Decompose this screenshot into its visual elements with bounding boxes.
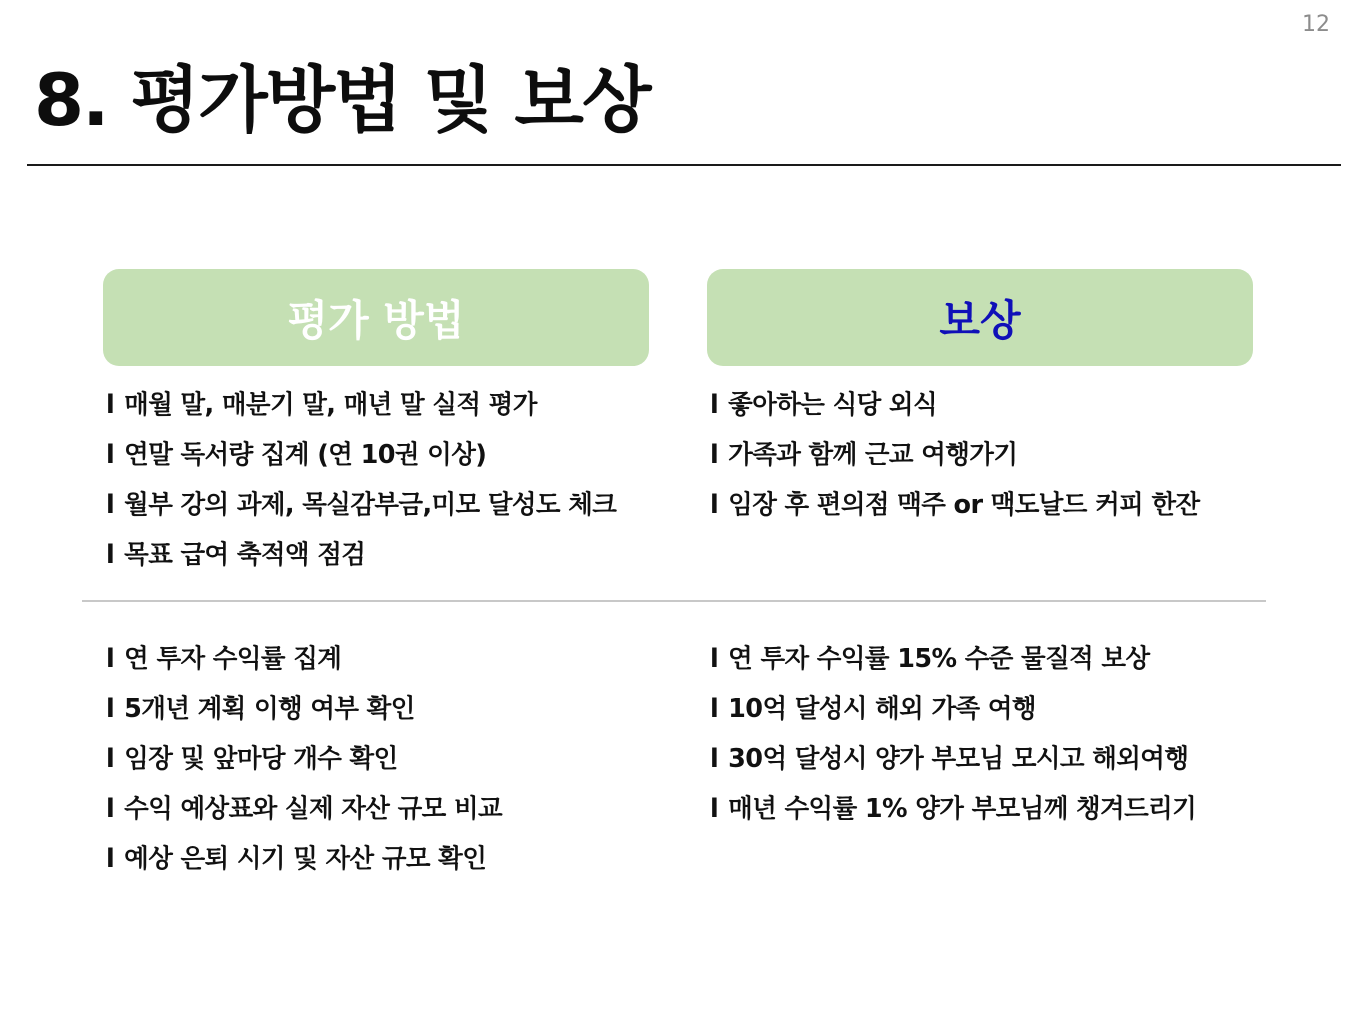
list-item <box>710 784 1196 834</box>
reward-header: 보상 <box>707 269 1253 366</box>
list-item <box>106 734 502 784</box>
bullet-marker: l <box>710 794 719 824</box>
bullet-marker: l <box>710 694 719 724</box>
evaluation-list-top <box>106 380 616 580</box>
bullet-marker: l <box>106 390 115 420</box>
bullet-marker: l <box>710 390 719 420</box>
bullet-marker: l <box>106 844 115 874</box>
list-item-text: 목표 급여 축적액 점검 <box>124 540 366 570</box>
bullet-marker: l <box>710 744 719 774</box>
evaluation-list-bottom <box>106 634 502 884</box>
bullet-marker: l <box>106 490 115 520</box>
bullet-marker: l <box>106 794 115 824</box>
list-item-text: 월부 강의 과제, 목실감부금,미모 달성도 체크 <box>124 490 617 520</box>
list-item-text: 5개년 계획 이행 여부 확인 <box>124 694 415 724</box>
list-item-text: 연 투자 수익률 집계 <box>124 644 342 674</box>
list-item <box>106 430 616 480</box>
bullet-marker: l <box>106 440 115 470</box>
list-item <box>710 380 1200 430</box>
list-item <box>710 430 1200 480</box>
list-item-text: 연 투자 수익률 15% 수준 물질적 보상 <box>728 644 1150 674</box>
list-item <box>106 684 502 734</box>
list-item-text: 예상 은퇴 시기 및 자산 규모 확인 <box>124 844 487 874</box>
list-item-text: 임장 후 편의점 맥주 or 맥도날드 커피 한잔 <box>728 490 1200 520</box>
slide-title: 8. 평가방법 및 보상 <box>34 58 650 142</box>
list-item <box>106 480 616 530</box>
list-item-text: 매년 수익률 1% 양가 부모님께 챙겨드리기 <box>728 794 1197 824</box>
bullet-marker: l <box>106 694 115 724</box>
list-item-text: 임장 및 앞마당 개수 확인 <box>124 744 398 774</box>
evaluation-method-header: 평가 방법 <box>103 269 649 366</box>
list-item-text: 연말 독서량 집계 (연 10권 이상) <box>124 440 487 470</box>
reward-list-bottom <box>710 634 1196 834</box>
list-item <box>710 634 1196 684</box>
bullet-marker: l <box>710 440 719 470</box>
list-item <box>106 784 502 834</box>
bullet-marker: l <box>106 744 115 774</box>
list-item-text: 10억 달성시 해외 가족 여행 <box>728 694 1036 724</box>
reward-list-top <box>710 380 1200 530</box>
list-item-text: 30억 달성시 양가 부모님 모시고 해외여행 <box>728 744 1189 774</box>
list-item <box>106 634 502 684</box>
list-item <box>106 530 616 580</box>
bullet-marker: l <box>710 490 719 520</box>
list-item <box>106 834 502 884</box>
bullet-marker: l <box>106 540 115 570</box>
list-item-text: 가족과 함께 근교 여행가기 <box>728 440 1018 470</box>
bullet-marker: l <box>106 644 115 674</box>
title-divider <box>27 164 1341 166</box>
list-item-text: 좋아하는 식당 외식 <box>728 390 937 420</box>
list-item <box>106 380 616 430</box>
list-item <box>710 480 1200 530</box>
page-number: 12 <box>1302 12 1330 37</box>
list-item <box>710 684 1196 734</box>
bullet-marker: l <box>710 644 719 674</box>
list-item-text: 수익 예상표와 실제 자산 규모 비교 <box>124 794 503 824</box>
list-item-text: 매월 말, 매분기 말, 매년 말 실적 평가 <box>124 390 537 420</box>
list-item <box>710 734 1196 784</box>
section-divider <box>82 600 1266 602</box>
